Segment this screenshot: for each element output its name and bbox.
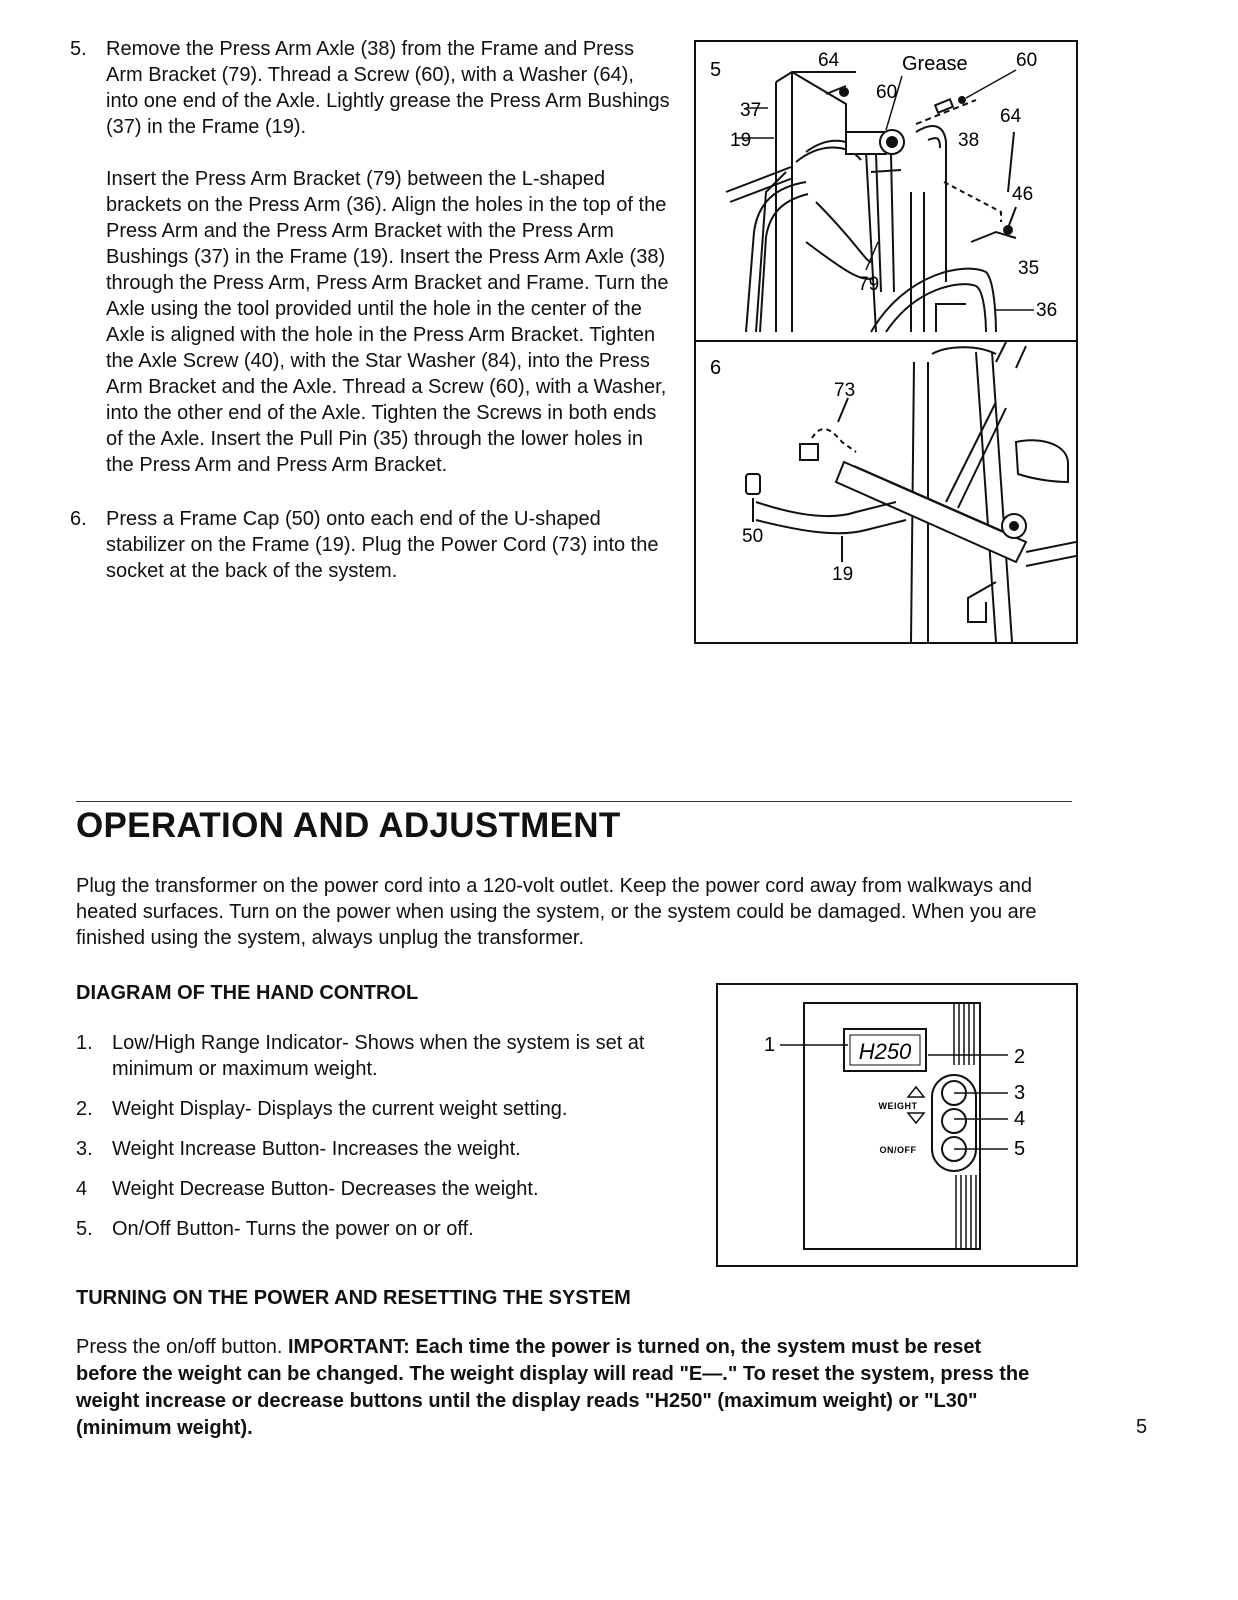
list-item [76,1136,696,1162]
list-item [76,1216,696,1242]
callout-grease: Grease [902,53,968,75]
callout-79: 79 [858,274,880,295]
power-reset-heading: TURNING ON THE POWER AND RESETTING THE SYSTEM [76,1287,631,1309]
callout-60: 60 [1016,50,1038,71]
callout-50: 50 [742,526,764,547]
list-item [76,1176,696,1202]
list-item-number: 5. [76,1218,93,1240]
callout-19: 19 [832,564,854,585]
hand-control-list [76,1030,696,1256]
list-item-number: 2. [76,1098,93,1120]
callout-60: 60 [876,82,898,103]
power-reset-lead: Press the on/off button. [76,1336,283,1358]
weight-label: WEIGHT [878,1101,918,1111]
hand-control-heading: DIAGRAM OF THE HAND CONTROL [76,982,419,1004]
list-item-text: On/Off Button- Turns the power on or off. [112,1218,474,1240]
list-item-text: Weight Increase Button- Increases the weight. [112,1138,521,1160]
section-divider [76,801,1072,802]
callout-35: 35 [1018,258,1040,279]
callout-38: 38 [958,130,980,151]
callout-64: 64 [818,50,840,71]
list-item-text: Weight Display- Displays the current weight setting. [112,1098,568,1120]
list-item-text: Weight Decrease Button- Decreases the weight. [112,1178,539,1200]
step-number: 6. [70,508,87,530]
callout-46: 46 [1012,184,1034,205]
section-intro: Plug the transformer on the power cord into a 120-volt outlet. Keep the power cord away from walkways and heated surfaces. Turn on the power when using the system, or the system could be damaged. When you are finished using the system, always unplug the transformer. [76,875,1037,949]
hand-control-diagram [718,985,1076,1265]
callout-64: 64 [1000,106,1022,127]
hand-control-diagram-box [716,983,1078,1267]
diagram-callout-4: 4 [1014,1108,1026,1130]
diagram-callout-2: 2 [1014,1046,1026,1068]
list-item [76,1096,696,1122]
power-reset-paragraph [76,1334,1036,1442]
figure-6-step-label: 6 [710,357,722,379]
assembly-step-6 [70,506,670,584]
assembly-steps [70,36,670,604]
power-reset-body: Each time the power is turned on, the system must be reset before the weight can be changed. The weight display will read "E—." To reset the system, press the weight increase or decrease buttons until the display reads "H250" (maximum weight) or "L30" (minimum weight). [76,1336,1030,1439]
list-item-number: 3. [76,1138,93,1160]
section-title: OPERATION AND ADJUSTMENT [76,806,621,845]
assembly-step-5 [70,36,670,478]
assembly-figure [696,42,1076,642]
step-number: 5. [70,38,87,60]
diagram-callout-5: 5 [1014,1138,1026,1160]
weight-display-reading: H250 [858,1039,912,1064]
callout-73: 73 [834,380,856,401]
diagram-callout-1: 1 [764,1034,776,1056]
weight-decrease-button[interactable] [942,1109,966,1133]
step-paragraph: Press a Frame Cap (50) onto each end of the U-shaped stabilizer on the Frame (19). Plug the Power Cord (73) into the socket at the back of the system. [106,508,659,582]
list-item-text: Low/High Range Indicator- Shows when the system is set at minimum or maximum weight. [112,1032,645,1080]
step-paragraph: Insert the Press Arm Bracket (79) between the L-shaped brackets on the Press Arm (36). Align the holes in the top of the Press Arm and the Press Arm Bracket with the Press Arm Bushings (37) in the Frame (19). Insert the Press Arm Axle (38) through the Press Arm, Press Arm Bracket and Frame. Turn the Axle using the tool provided until the hole in the center of the Axle is aligned with the hole in the Press Arm Bracket. Tighten the Axle Screw (40), with the Star Washer (84), into the Press Arm Bracket and the Axle. Thread a Screw (60), with a Washer, into the other end of the Axle. Tighten the Screws in both ends of the Axle. Insert the Pull Pin (35) through the lower holes in the Press Arm and Press Arm Bracket. [106,168,669,476]
page-number: 5 [1136,1416,1148,1438]
on-off-label: ON/OFF [879,1145,917,1155]
important-label: IMPORTANT: [288,1336,410,1358]
assembly-figure-box [694,40,1078,644]
callout-19: 19 [730,130,752,151]
diagram-callout-3: 3 [1014,1082,1026,1104]
list-item-number: 4 [76,1178,88,1200]
callout-37: 37 [740,100,762,121]
list-item [76,1030,696,1082]
figure-6-illustration [746,342,1076,642]
callout-36: 36 [1036,300,1058,321]
figure-5-step-label: 5 [710,59,722,81]
list-item-number: 1. [76,1032,93,1054]
step-paragraph: Remove the Press Arm Axle (38) from the Frame and Press Arm Bracket (79). Thread a Screw (60), with a Washer (64), into one end of the Axle. Lightly grease the Press Arm Bushings (37) in the Frame (19). [106,38,670,138]
